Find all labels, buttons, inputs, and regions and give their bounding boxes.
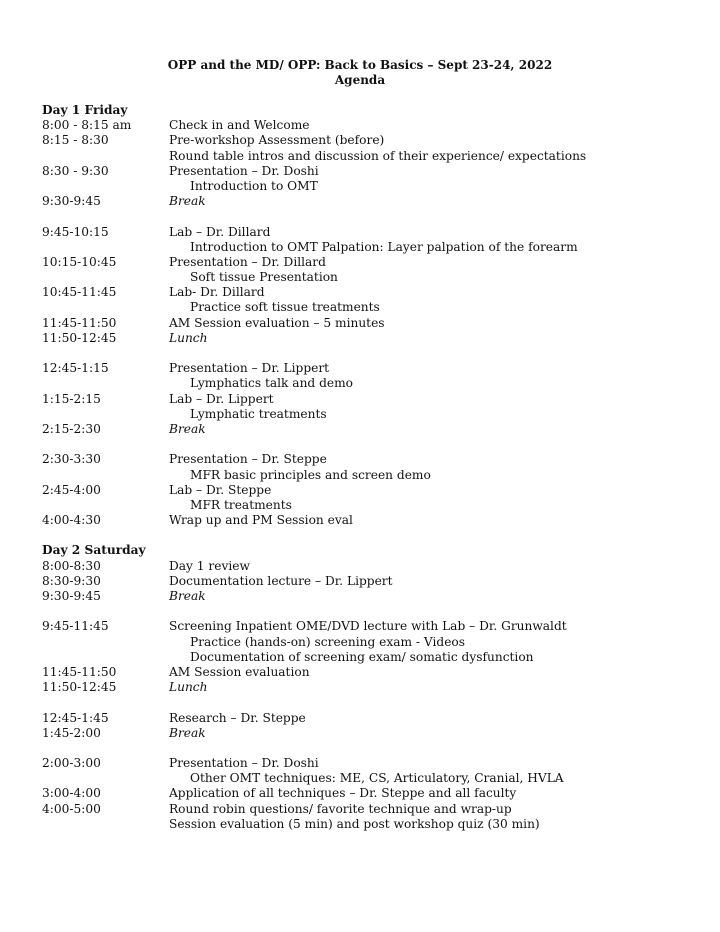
session-title: Lab – Dr. Dillard	[169, 224, 271, 239]
time-slot: 9:30-9:45	[42, 194, 101, 209]
agenda-row	[42, 817, 702, 832]
day-heading	[42, 543, 702, 558]
time-slot: 8:00 - 8:15 am	[42, 118, 132, 133]
agenda-row	[42, 726, 702, 741]
agenda-row	[42, 361, 702, 376]
agenda-row	[42, 407, 702, 422]
session-title: Presentation – Dr. Steppe	[169, 452, 327, 467]
agenda-row	[42, 498, 702, 513]
session-title: Round table intros and discussion of their experience/ expectations	[169, 148, 587, 163]
spacer-row	[42, 209, 702, 224]
time-slot: 12:45-1:45	[42, 710, 109, 725]
time-slot: 11:50-12:45	[42, 330, 117, 345]
session-title: Break	[169, 589, 206, 603]
agenda-row	[42, 786, 702, 801]
spacer-row	[42, 528, 702, 543]
agenda-row	[42, 164, 702, 179]
session-title: Check in and Welcome	[169, 118, 310, 133]
time-slot: 8:00-8:30	[42, 558, 101, 573]
session-title: Lunch	[169, 330, 208, 345]
spacer-row	[42, 346, 702, 361]
time-slot: 2:00-3:00	[42, 756, 101, 771]
session-title: AM Session evaluation – 5 minutes	[169, 315, 385, 330]
agenda-row	[42, 635, 702, 650]
time-slot: 12:45-1:15	[42, 361, 109, 376]
time-slot: 10:15-10:45	[42, 254, 117, 269]
session-title: Day 1 review	[169, 558, 250, 573]
agenda-row	[42, 133, 702, 148]
time-slot: 2:45-4:00	[42, 482, 101, 497]
agenda-row	[42, 240, 702, 255]
session-detail: Documentation of screening exam/ somatic dysfunction	[190, 649, 534, 664]
session-title: Break	[169, 725, 206, 740]
agenda-row	[42, 194, 702, 209]
session-detail: Practice soft tissue treatments	[190, 300, 380, 315]
agenda-row	[42, 179, 702, 194]
time-slot: 3:00-4:00	[42, 786, 101, 801]
agenda-row	[42, 771, 702, 786]
time-slot: 8:15 - 8:30	[42, 133, 109, 148]
session-detail: MFR basic principles and screen demo	[190, 467, 431, 482]
time-slot: 9:45-10:15	[42, 224, 109, 239]
spacer-row	[42, 741, 702, 756]
session-title: AM Session evaluation	[169, 664, 310, 679]
agenda-row	[42, 255, 702, 270]
time-slot: 11:45-11:50	[42, 664, 117, 679]
agenda-row	[42, 680, 702, 695]
agenda-row	[42, 619, 702, 634]
day-heading-text: Day 1 Friday	[42, 103, 128, 117]
agenda-row	[42, 270, 702, 285]
time-slot: 11:50-12:45	[42, 680, 117, 695]
session-title: Research – Dr. Steppe	[169, 710, 306, 725]
agenda-row	[42, 225, 702, 240]
day-heading	[42, 103, 702, 118]
agenda-list	[42, 103, 702, 832]
session-title: Application of all techniques – Dr. Steppe and all faculty	[169, 786, 517, 801]
agenda-row	[42, 285, 702, 300]
session-title: Lunch	[169, 680, 208, 695]
session-title: Documentation lecture – Dr. Lippert	[169, 573, 393, 588]
time-slot: 11:45-11:50	[42, 315, 117, 330]
time-slot: 1:45-2:00	[42, 725, 101, 740]
session-title: Lab – Dr. Lippert	[169, 391, 274, 406]
agenda-row	[42, 483, 702, 498]
agenda-row	[42, 756, 702, 771]
agenda-row	[42, 665, 702, 680]
session-title: Pre-workshop Assessment (before)	[169, 133, 385, 148]
session-title: Screening Inpatient OME/DVD lecture with Lab – Dr. Grunwaldt	[169, 619, 567, 634]
session-detail: Introduction to OMT	[190, 178, 318, 193]
session-title: Presentation – Dr. Dillard	[169, 254, 326, 269]
session-title: Session evaluation (5 min) and post workshop quiz (30 min)	[169, 816, 540, 831]
agenda-row	[42, 331, 702, 346]
agenda-row	[42, 316, 702, 331]
session-title: Break	[169, 194, 206, 209]
agenda-row	[42, 711, 702, 726]
time-slot: 8:30 - 9:30	[42, 163, 109, 178]
agenda-row	[42, 802, 702, 817]
session-detail: Lymphatic treatments	[190, 406, 327, 421]
agenda-row	[42, 513, 702, 528]
session-detail: Soft tissue Presentation	[190, 270, 338, 285]
agenda-row	[42, 300, 702, 315]
time-slot: 8:30-9:30	[42, 573, 101, 588]
agenda-row	[42, 118, 702, 133]
page-subtitle: Agenda	[334, 73, 386, 87]
agenda-row	[42, 452, 702, 467]
time-slot: 4:00-4:30	[42, 513, 101, 528]
agenda-row	[42, 468, 702, 483]
session-detail: Other OMT techniques: ME, CS, Articulatory, Cranial, HVLA	[190, 771, 564, 786]
time-slot: 2:15-2:30	[42, 421, 101, 436]
session-detail: MFR treatments	[190, 497, 292, 512]
page-title: OPP and the MD/ OPP: Back to Basics – Sept 23-24, 2022	[167, 58, 553, 72]
agenda-row	[42, 574, 702, 589]
time-slot: 4:00-5:00	[42, 801, 101, 816]
session-detail: Introduction to OMT Palpation: Layer palpation of the forearm	[190, 239, 578, 254]
time-slot: 1:15-2:15	[42, 391, 101, 406]
agenda-row	[42, 422, 702, 437]
agenda-row	[42, 650, 702, 665]
session-detail: Practice (hands-on) screening exam - Videos	[190, 634, 466, 649]
time-slot: 10:45-11:45	[42, 285, 117, 300]
agenda-row	[42, 376, 702, 391]
session-title: Wrap up and PM Session eval	[169, 513, 353, 528]
session-title: Presentation – Dr. Lippert	[169, 361, 330, 376]
spacer-row	[42, 604, 702, 619]
session-title: Break	[169, 421, 206, 436]
agenda-row	[42, 149, 702, 164]
spacer-row	[42, 437, 702, 452]
time-slot: 9:30-9:45	[42, 589, 101, 603]
session-detail: Lymphatics talk and demo	[190, 376, 354, 391]
session-title: Lab – Dr. Steppe	[169, 482, 272, 497]
agenda-row	[42, 589, 702, 604]
agenda-row	[42, 392, 702, 407]
time-slot: 9:45-11:45	[42, 619, 109, 634]
session-title: Round robin questions/ favorite technique and wrap-up	[169, 801, 512, 816]
session-title: Lab- Dr. Dillard	[169, 285, 265, 300]
time-slot: 2:30-3:30	[42, 452, 101, 467]
session-title: Presentation – Dr. Doshi	[169, 163, 319, 178]
spacer-row	[42, 695, 702, 710]
agenda-row	[42, 559, 702, 574]
day-heading-text: Day 2 Saturday	[42, 543, 146, 558]
session-title: Presentation – Dr. Doshi	[169, 756, 319, 771]
